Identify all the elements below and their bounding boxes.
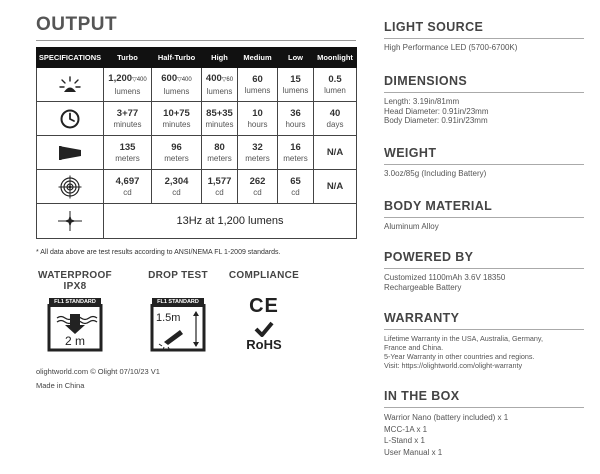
table-row [37,68,357,102]
table-cell: 16 meters [278,136,314,170]
waterproof-depth: 2 m [64,334,85,348]
table-cell: 85+35 minutes [202,102,238,136]
ce-mark-icon: CE [249,295,279,317]
drop-test-badge [150,298,206,352]
table-cell: 10+75 minutes [152,102,202,136]
section-line: Warrior Nano (battery included) x 1 [384,413,509,422]
column-header: Moonlight [314,48,357,68]
drop-test-cert [140,270,216,352]
weight-section [384,146,584,199]
section-line: Length: 3.19in/81mm [384,97,460,106]
waterproof-title: WATERPROOF [38,270,112,281]
dimensions-section [384,74,584,146]
table-cell: 3+77 minutes [104,102,152,136]
table-cell: 60 lumens [238,68,278,102]
section-line: User Manual x 1 [384,447,443,457]
section-title: WARRANTY [384,311,584,330]
column-header: Turbo [104,48,152,68]
check-icon [254,321,274,337]
table-cell: 32 meters [238,136,278,170]
table-cell: 65 cd [278,170,314,204]
section-line: Customized 1100mAh 3.6V 18350 [384,273,506,282]
section-body [384,93,584,126]
column-header: SPECIFICATIONS [37,48,104,68]
table-cell: 262 cd [238,170,278,204]
beam-distance-icon [37,136,104,170]
section-line: High Performance LED (5700-6700K) [384,43,518,52]
divider [36,40,356,41]
section-title: IN THE BOX [384,389,584,408]
section-body [384,269,584,292]
brightness-icon [37,68,104,102]
output-section [36,14,356,256]
section-line: France and China. [384,343,444,352]
table-row [37,102,357,136]
light-source-section [384,20,584,74]
section-line: Lifetime Warranty in the USA, Australia, Germany, [384,334,543,343]
section-body [384,165,584,179]
badge-label: FL1 STANDARD [54,299,96,305]
compliance-cert [224,270,304,355]
compliance-title: COMPLIANCE [228,270,300,281]
badge-label: FL1 STANDARD [157,299,199,305]
specs-table [36,47,357,239]
table-cell: 600▽400 lumens [152,68,202,102]
section-line: 5-Year Warranty in other countries and regions. [384,352,535,361]
section-title: BODY MATERIAL [384,199,584,218]
section-body [384,39,584,53]
section-body [384,218,584,232]
section-line: L-Stand x 1 [384,436,425,445]
strobe-value: 13 [176,214,189,227]
rohs-mark: RoHS [246,337,282,352]
table-cell: 135 meters [104,136,152,170]
section-line: Head Diameter: 0.91in/23mm [384,106,489,116]
drop-test-title: DROP TEST [148,270,208,281]
table-cell: 2,304 cd [152,170,202,204]
section-line: MCC-1A x 1 [384,424,428,434]
column-header: Medium [238,48,278,68]
section-line: Body Diameter: 0.91in/23mm [384,116,488,125]
product-details [384,20,584,458]
section-line: 3.0oz/85g (Including Battery) [384,169,487,178]
section-title: WEIGHT [384,146,584,165]
footer [36,365,160,393]
section-line: Rechargeable Battery [384,282,462,292]
drop-height: 1.5m [156,312,181,324]
body-material-section [384,199,584,250]
table-header-row [37,48,357,68]
table-cell: 400▽60 lumens [202,68,238,102]
table-cell: 4,697 cd [104,170,152,204]
copyright: olightworld.com © Olight 07/10/23 V1 [36,367,160,376]
table-cell: 0.5 lumen [314,68,357,102]
strobe-unit: lumens [248,214,284,227]
table-cell: 1,200▽400 lumens [104,68,152,102]
section-title: POWERED BY [384,250,584,269]
section-line: Visit: https://olightworld.com/olight-warranty [384,361,523,370]
section-line: Aluminum Alloy [384,222,439,231]
powered-by-section [384,250,584,311]
column-header: High [202,48,238,68]
table-row [37,170,357,204]
intensity-icon [37,170,104,204]
table-row [37,136,357,170]
section-title: LIGHT SOURCE [384,20,584,39]
section-body [384,330,584,370]
output-title: OUTPUT [36,14,118,35]
waterproof-rating: IPX8 [63,281,87,292]
strobe-at: at 1,200 [202,214,249,227]
section-title: DIMENSIONS [384,74,584,93]
table-cell: 96 meters [152,136,202,170]
table-cell: N/A [314,136,357,170]
section-body [384,408,584,458]
compliance-marks [234,295,294,355]
clock-icon [37,102,104,136]
table-cell: 36 hours [278,102,314,136]
table-row [37,204,357,239]
footnote: * All data above are test results according to ANSI/NEMA FL 1-2009 standards. [36,249,281,256]
origin: Made in China [36,381,85,390]
in-the-box-section [384,389,584,458]
strobe-icon [37,204,104,239]
table-cell: 40 days [314,102,357,136]
warranty-section [384,311,584,389]
table-cell: N/A [314,170,357,204]
table-cell: 80 meters [202,136,238,170]
waterproof-badge [47,298,103,352]
table-cell: 1,577 cd [202,170,238,204]
column-header: Half-Turbo [152,48,202,68]
strobe-unit-hz: Hz [188,214,203,227]
table-cell: 15 lumens [278,68,314,102]
column-header: Low [278,48,314,68]
table-cell: 10 hours [238,102,278,136]
waterproof-cert [36,270,114,352]
strobe-cell [104,204,357,239]
